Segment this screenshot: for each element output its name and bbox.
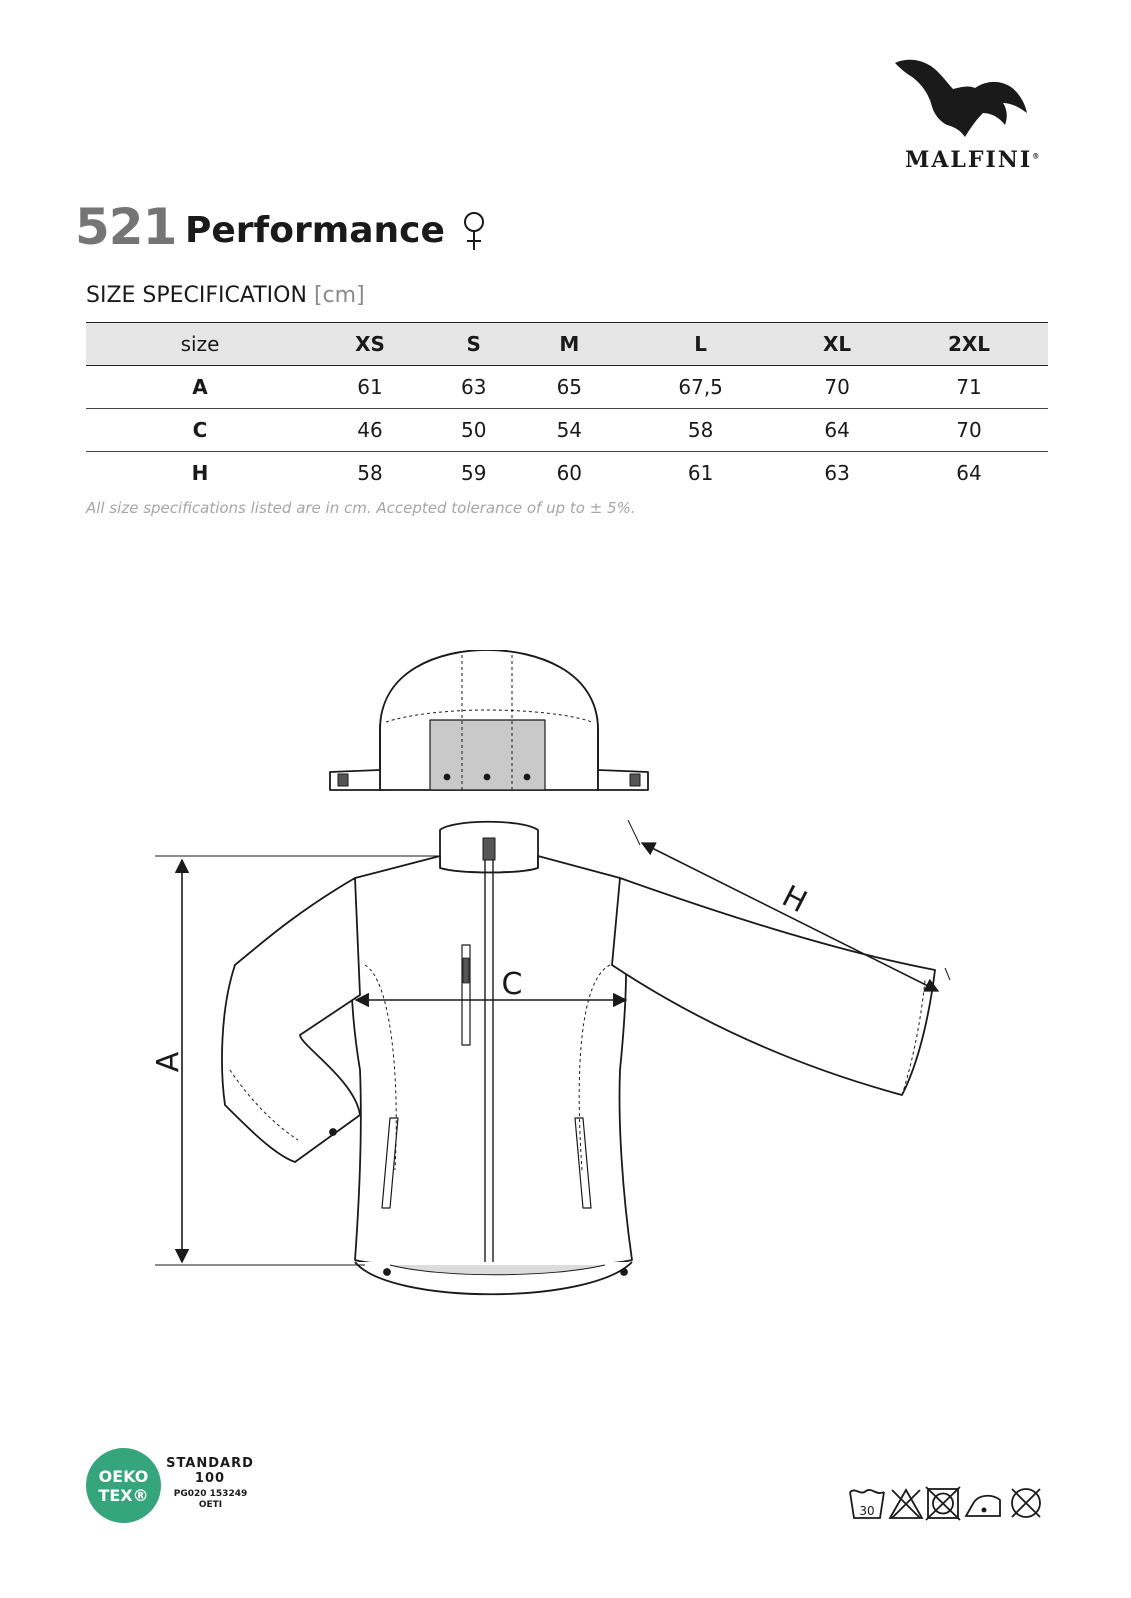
product-code: 521 [75,198,177,256]
brand-name: MALFINI® [905,147,1040,173]
label-c: C [501,967,523,1002]
table-cell: 58 [357,461,383,485]
header-cell: S [426,323,522,366]
table-cell: 63 [426,366,522,409]
size-spec-title-text: SIZE SPECIFICATION [86,283,307,308]
jacket-body-drawing [222,822,935,1295]
iron-low-icon [966,1496,1000,1516]
size-spec-title [86,283,365,308]
label-h: H [776,878,813,921]
table-cell: 61 [314,366,426,409]
product-name: Performance [185,210,445,251]
table-cell: 64 [956,461,982,485]
oeko-tex-badge [86,1448,161,1523]
size-table-header [86,323,1048,366]
table-cell: 58 [617,409,784,452]
oeko-line1: OEKO [98,1466,149,1486]
table-cell: 63 [824,461,850,485]
table-cell: 67,5 [617,366,784,409]
jacket-diagram [150,650,980,1340]
tolerance-note: All size specifications listed are in cm. Accepted tolerance of up to ± 5%. [86,499,636,517]
table-cell: 70 [890,409,1048,452]
table-row [86,409,1048,452]
label-a: A [151,1051,186,1073]
eagle-icon [895,55,1035,145]
row-label: A [86,366,314,409]
female-symbol-icon [461,210,487,252]
row-label: H [191,461,209,485]
cert-institute: OETI [198,1500,223,1510]
table-cell: 54 [522,409,618,452]
standard-line1: STANDARD [166,1456,254,1471]
header-cell: M [522,323,618,366]
header-cell: L [617,323,784,366]
table-cell: 50 [426,409,522,452]
header-cell: size [86,323,314,366]
brand-logo [895,55,1060,173]
row-label: C [86,409,314,452]
wash-temperature: 30 [859,1504,875,1518]
table-cell: 59 [461,461,487,485]
header-cell: XS [314,323,426,366]
no-bleach-icon [890,1490,922,1518]
table-cell: 60 [556,461,583,485]
oeko-certificate [168,1489,253,1511]
no-dry-clean-icon [1012,1489,1040,1517]
no-tumble-dry-icon [926,1487,960,1520]
table-row [86,452,1048,495]
cert-number: PG020 153249 [173,1489,248,1499]
oeko-standard [165,1456,255,1486]
table-cell: 70 [784,366,890,409]
size-table [86,322,1048,494]
table-cell: 65 [522,366,618,409]
oeko-line2: TEX® [98,1485,149,1505]
table-cell: 61 [687,461,714,485]
table-cell: 64 [784,409,890,452]
table-cell: 46 [314,409,426,452]
header-cell: XL [784,323,890,366]
hood-drawing [330,650,648,790]
size-spec-unit: [cm] [313,283,365,308]
standard-line2: 100 [194,1471,226,1486]
table-cell: 71 [890,366,1048,409]
header-cell: 2XL [890,323,1048,366]
table-row [86,366,1048,409]
care-symbols [848,1484,1048,1522]
